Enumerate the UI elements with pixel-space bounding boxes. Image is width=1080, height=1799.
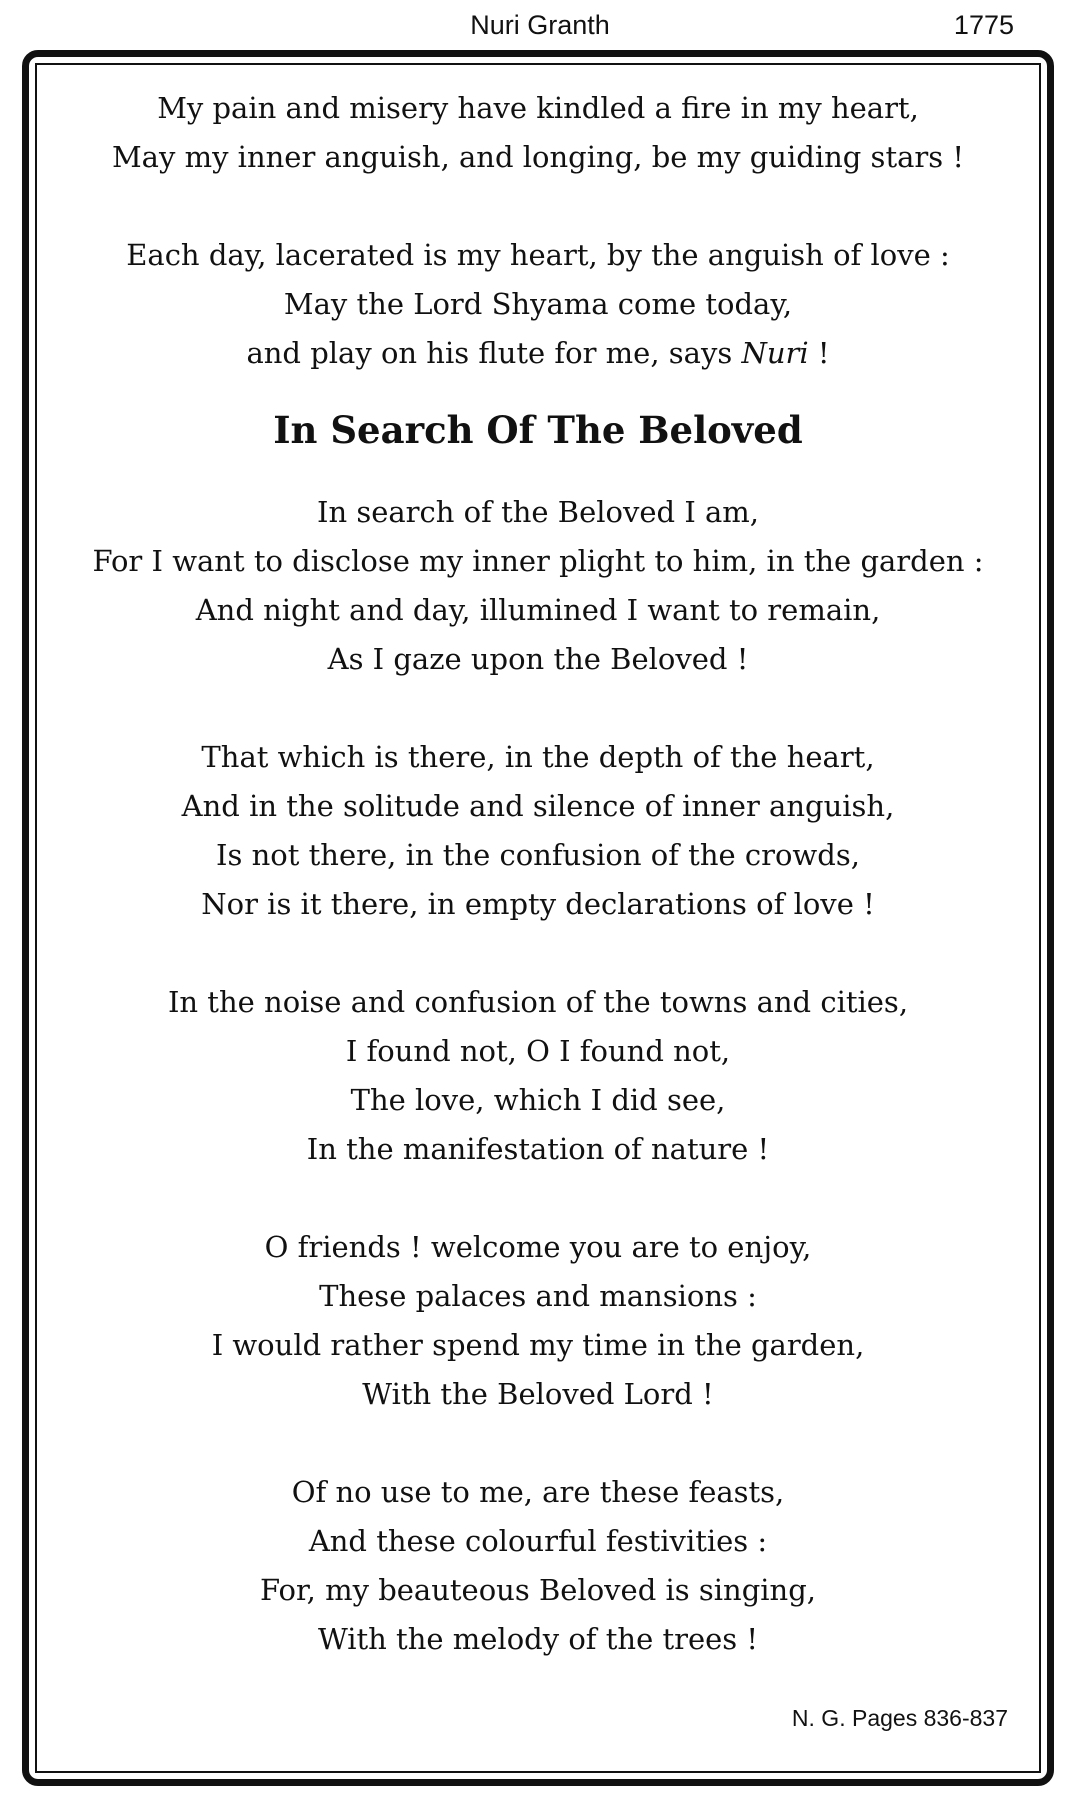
poem-line: In the manifestation of nature ! xyxy=(306,1132,770,1166)
book-title: Nuri Granth xyxy=(470,10,610,40)
stanza-4 xyxy=(37,1223,1039,1419)
line-text: ! xyxy=(808,336,830,370)
opening-stanza-2 xyxy=(37,231,1039,378)
poem-line: I found not, O I found not, xyxy=(345,1034,731,1068)
poem-line: And in the solitude and silence of inner anguish, xyxy=(181,789,895,823)
poem-line: I would rather spend my time in the garden, xyxy=(211,1328,865,1362)
poem-line: For I want to disclose my inner plight to him, in the garden : xyxy=(92,544,984,578)
page-reference: N. G. Pages 836-837 xyxy=(791,1705,1008,1731)
poem-line: As I gaze upon the Beloved ! xyxy=(327,642,749,676)
line-text: and play on his flute for me, says xyxy=(246,336,742,370)
poem-line: O friends ! welcome you are to enjoy, xyxy=(264,1230,812,1264)
poet-name: Nuri xyxy=(741,336,809,370)
poem-line: Each day, lacerated is my heart, by the anguish of love : xyxy=(126,238,950,272)
poem-line: May my inner anguish, and longing, be my guiding stars ! xyxy=(111,140,965,174)
poem-line: With the melody of the trees ! xyxy=(317,1622,759,1656)
opening-stanza-1 xyxy=(37,84,1039,182)
poem-line: May the Lord Shyama come today, xyxy=(283,287,793,321)
poem-line: Is not there, in the confusion of the crowds, xyxy=(216,838,860,872)
page-number: 1775 xyxy=(953,10,1014,40)
poem-line: For, my beauteous Beloved is singing, xyxy=(260,1573,816,1607)
poem-line-signature xyxy=(37,329,1039,378)
stanza-5 xyxy=(37,1468,1039,1664)
poem-line: In search of the Beloved I am, xyxy=(316,495,760,529)
page-header xyxy=(0,10,1080,46)
poem-title: In Search Of The Beloved xyxy=(273,408,803,452)
poem-line: My pain and misery have kindled a fire in my heart, xyxy=(157,91,919,125)
poem-line: That which is there, in the depth of the heart, xyxy=(201,740,875,774)
poem-line: The love, which I did see, xyxy=(350,1083,726,1117)
stanza-1 xyxy=(37,488,1039,684)
poem-line: In the noise and confusion of the towns and cities, xyxy=(167,985,909,1019)
poem-line: And night and day, illumined I want to remain, xyxy=(195,593,881,627)
poem-line: Nor is it there, in empty declarations of love ! xyxy=(201,887,875,921)
poem-line: And these colourful festivities : xyxy=(308,1524,768,1558)
poem-content xyxy=(37,84,1039,1664)
stanza-3 xyxy=(37,978,1039,1174)
stanza-2 xyxy=(37,733,1039,929)
poem-line: With the Beloved Lord ! xyxy=(362,1377,714,1411)
poem-line: These palaces and mansions : xyxy=(319,1279,757,1313)
poem-line: Of no use to me, are these feasts, xyxy=(291,1475,785,1509)
